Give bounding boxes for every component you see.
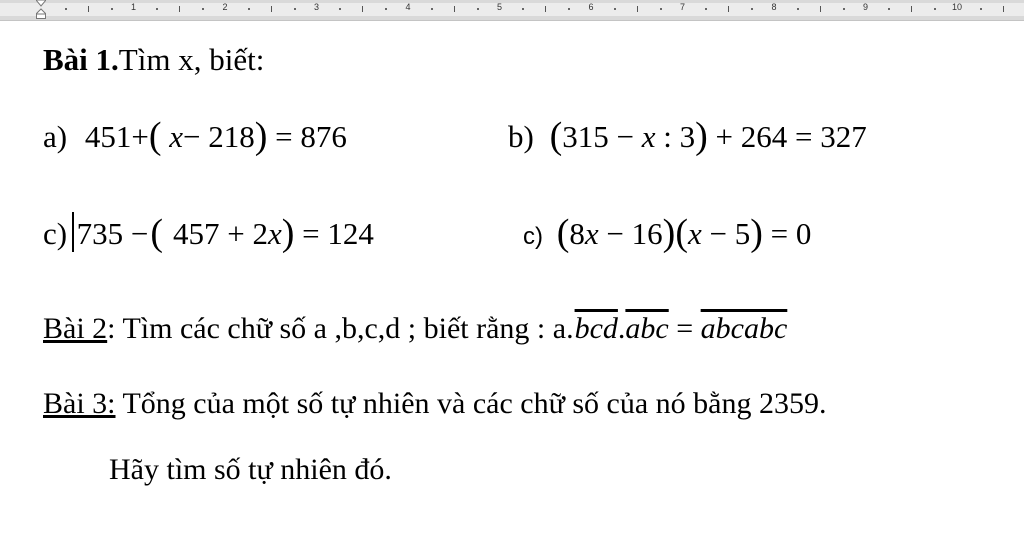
paren-open: ( <box>549 115 563 157</box>
ruler-quarter-dot <box>934 8 936 10</box>
ruler-half-tick <box>728 6 729 12</box>
exercise-2-label: Bài 2 <box>43 312 108 345</box>
equation-b-minus: − <box>608 119 642 154</box>
ruler-quarter-dot <box>294 8 296 10</box>
ruler-quarter-dot <box>65 8 67 10</box>
ruler-quarter-dot <box>980 8 982 10</box>
ruler-quarter-dot <box>751 8 753 10</box>
exercise-3-label: Bài 3: <box>43 387 116 420</box>
equation-b-label: b) <box>508 119 534 154</box>
paren-close: ) <box>254 115 268 157</box>
equation-c1-inner: 457 + 2 <box>172 216 268 251</box>
equation-c2-coef: 8 <box>569 216 585 251</box>
ruler-half-tick <box>820 6 821 12</box>
exercise-1-instruction: Tìm x, biết: <box>118 42 265 77</box>
equation-a-result: = 876 <box>275 119 347 154</box>
horizontal-ruler[interactable] <box>0 0 1024 21</box>
equation-b-number: 315 <box>562 119 609 154</box>
exercise-2-text: : Tìm các chữ số a ,b,c,d ; biết rằng : a. <box>107 312 574 345</box>
ruler-half-tick <box>88 6 89 12</box>
ruler-number: 9 <box>862 2 869 12</box>
paren-open: ( <box>556 212 570 254</box>
ruler-number: 2 <box>222 2 228 12</box>
ruler-quarter-dot <box>522 8 524 10</box>
ruler-half-tick <box>362 6 363 12</box>
ruler-quarter-dot <box>888 8 890 10</box>
product-dot: . <box>617 312 626 345</box>
equals-sign: = <box>668 312 701 345</box>
variable-x: x <box>267 216 282 251</box>
equation-c1-label: c) <box>43 216 68 251</box>
equation-a-left: 451+ <box>84 119 149 154</box>
ruler-quarter-dot <box>431 8 433 10</box>
ruler-number: 6 <box>588 2 594 12</box>
variable-x: x <box>169 119 183 154</box>
exercise-3-question: Hãy tìm số tự nhiên đó. <box>109 453 392 486</box>
equation-c2-result: = 0 <box>762 216 812 251</box>
ruler-band <box>0 3 1024 16</box>
ruler-quarter-dot <box>705 8 707 10</box>
overline-bcd: $\overline{bcd}$ <box>574 312 618 345</box>
ruler-quarter-dot <box>797 8 799 10</box>
ruler-quarter-dot <box>156 8 158 10</box>
ruler-number: 5 <box>496 2 503 12</box>
overline-abc: $\overline{abc}$ <box>625 312 669 345</box>
exercise-3 <box>43 387 826 421</box>
equation-c2-minus16: − 16 <box>598 216 663 251</box>
paren-open: ( <box>148 115 162 157</box>
variable-x: x <box>687 216 702 251</box>
ruler-quarter-dot <box>477 8 479 10</box>
equation-c-absolute <box>43 210 374 254</box>
ruler-quarter-dot <box>385 8 387 10</box>
overline-abcabc: abcabc <box>700 312 788 345</box>
equation-c2-minus5: − 5 <box>701 216 751 251</box>
ruler-half-tick <box>637 6 638 12</box>
variable-x: x <box>584 216 599 251</box>
ruler-number: 4 <box>405 2 411 12</box>
ruler-quarter-dot <box>339 8 341 10</box>
equation-c2-label: c) <box>523 223 543 250</box>
equation-a-minus: − 218 <box>183 119 255 154</box>
equation-c-product <box>523 210 811 254</box>
ruler-number: 8 <box>771 2 777 12</box>
paren-open: ( <box>675 212 688 254</box>
equation-c1-result: = 124 <box>294 216 374 251</box>
ruler-half-tick <box>911 6 912 12</box>
equation-a <box>43 113 347 157</box>
paren-close: ) <box>281 212 295 254</box>
exercise-3-line2 <box>109 453 392 487</box>
equation-c1-left: 735 − <box>76 216 149 251</box>
indent-marker-icon[interactable] <box>36 0 46 19</box>
paren-close: ) <box>662 212 676 254</box>
ruler-half-tick <box>271 6 272 12</box>
variable-x: x <box>641 119 656 154</box>
ruler-half-tick <box>545 6 546 12</box>
ruler-quarter-dot <box>111 8 113 10</box>
paren-close: ) <box>750 212 763 254</box>
ruler-quarter-dot <box>660 8 662 10</box>
equation-b-divide: : 3 <box>655 119 696 154</box>
paren-close: ) <box>695 115 708 157</box>
ruler-quarter-dot <box>614 8 616 10</box>
exercise-3-text: Tổng của một số tự nhiên và các chữ số của nó bằng 2359. <box>115 387 827 420</box>
equation-b <box>508 113 867 157</box>
absolute-value-bar <box>72 212 74 252</box>
exercise-1-heading <box>43 42 264 78</box>
ruler-number: 3 <box>313 2 320 12</box>
ruler-quarter-dot <box>202 8 204 10</box>
paren-open: ( <box>150 212 163 254</box>
exercise-1-label: Bài 1. <box>43 42 119 77</box>
ruler-half-tick <box>454 6 455 12</box>
exercise-2 <box>43 312 787 346</box>
ruler-half-tick <box>179 6 180 12</box>
ruler-number: 10 <box>951 2 963 12</box>
ruler-number: 7 <box>679 2 686 12</box>
ruler-quarter-dot <box>248 8 250 10</box>
ruler-half-tick <box>1003 6 1004 12</box>
equation-a-label: a) <box>43 119 68 154</box>
ruler-number: 1 <box>130 2 137 12</box>
equation-b-rest: + 264 = 327 <box>707 119 867 154</box>
ruler-quarter-dot <box>568 8 570 10</box>
ruler-quarter-dot <box>843 8 845 10</box>
